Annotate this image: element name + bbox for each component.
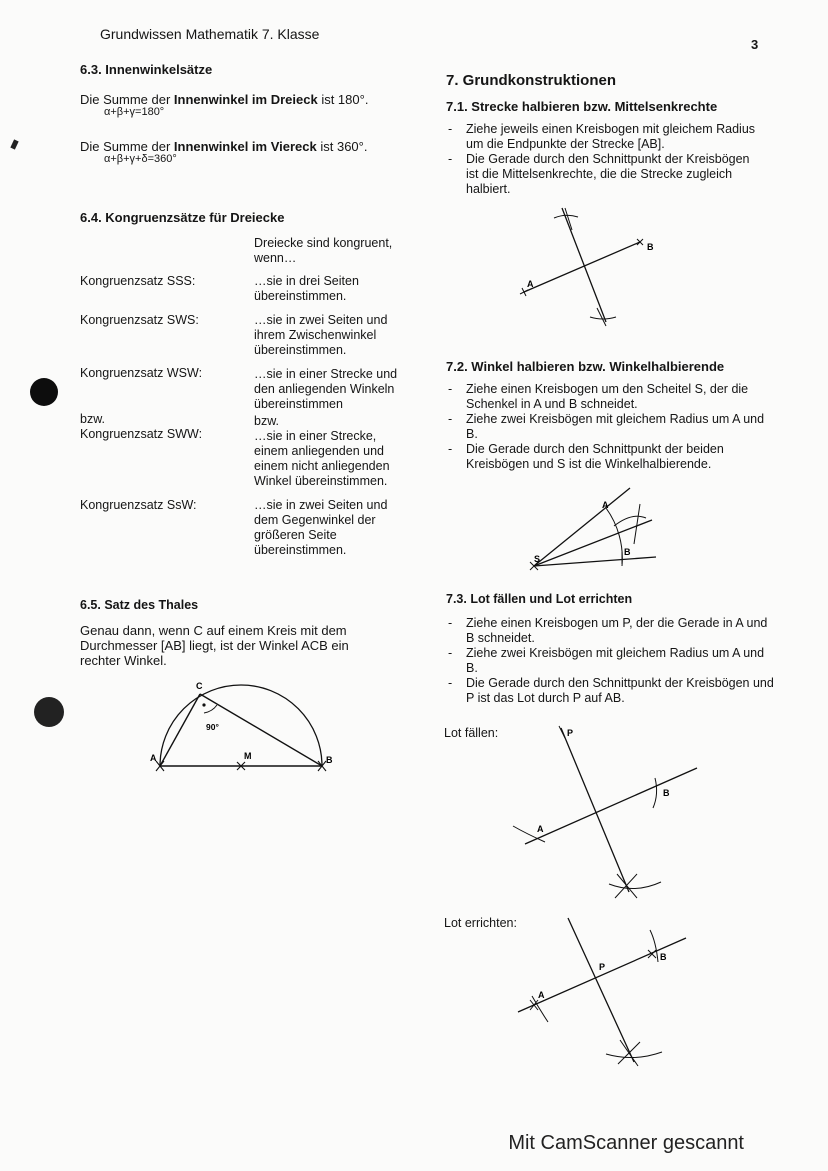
congruence-label-sws: Kongruenzsatz SWS: <box>80 313 199 327</box>
section-heading-6-3: 6.3. Innenwinkelsätze <box>80 62 213 77</box>
bullet-item: - Ziehe einen Kreisbogen um P, der die Gerade in A und B schneidet. <box>446 616 776 646</box>
label-s: S <box>534 554 541 564</box>
label-p: P <box>567 728 574 738</box>
lot-faellen-diagram <box>505 722 705 900</box>
congruence-label-wsw: Kongruenzsatz WSW: <box>80 366 203 380</box>
label-c: C <box>196 681 203 691</box>
punch-hole-bottom <box>34 697 64 727</box>
text-bold: Innenwinkel im Viereck <box>173 139 317 154</box>
camscanner-stamp: Mit CamScanner gescannt <box>508 1132 744 1154</box>
point-b-cross <box>637 239 643 245</box>
thales-semicircle <box>160 685 322 766</box>
congruence-text-ssw: …sie in zwei Seiten und dem Gegenwinkel der größeren Seite übereinstimmen. <box>254 498 388 557</box>
page-number: 3 <box>751 37 759 52</box>
bullets-7-3 <box>446 616 776 706</box>
label-90-degrees: 90° <box>206 722 219 732</box>
label-b: B <box>624 547 631 557</box>
right-angle-arc <box>204 705 217 713</box>
angle-bisector-diagram <box>522 482 672 577</box>
bullet-item: - Ziehe zwei Kreisbögen mit gleichem Radius um A und B. <box>446 412 776 442</box>
triangle-angle-sum-text <box>80 92 368 107</box>
bullets-7-1 <box>446 122 758 197</box>
quad-formula: α+β+γ+δ=360° <box>104 153 177 165</box>
margin-mark <box>10 139 18 149</box>
leg-upper <box>534 488 630 566</box>
label-a: A <box>150 753 157 763</box>
bisector-line <box>562 208 606 322</box>
congruence-label-sss: Kongruenzsatz SSS: <box>80 274 196 288</box>
arc-bottom <box>606 1052 662 1058</box>
punch-hole-top <box>30 378 58 406</box>
text-part: Die Summe der <box>80 139 174 154</box>
bullets-7-2 <box>446 382 776 472</box>
text-part: ist 180°. <box>317 92 369 107</box>
section-heading-6-5: 6.5. Satz des Thales <box>80 598 199 612</box>
label-b: B <box>663 788 670 798</box>
congruence-text-sws: …sie in zwei Seiten und ihrem Zwischenwinkel übereinstimmen. <box>254 313 388 357</box>
bullet-item: - Die Gerade durch den Schnittpunkt der Kreisbögen ist die Mittelsenkrechte, die die Strecke zugleich halbiert. <box>446 152 758 197</box>
label-b: B <box>660 952 667 962</box>
line-g <box>525 768 697 844</box>
point-a-cross <box>520 288 528 296</box>
thales-text: Genau dann, wenn C auf einem Kreis mit dem Durchmesser [AB] liegt, ist der Winkel ACB ein rechter Winkel. <box>80 623 349 668</box>
label-lot-faellen: Lot fällen: <box>444 726 499 740</box>
arc-bottom <box>609 882 661 889</box>
bullet-item: - Ziehe einen Kreisbogen um den Scheitel S, der die Schenkel in A und B schneidet. <box>446 382 776 412</box>
bullet-item: - Ziehe zwei Kreisbögen mit gleichem Radius um A und B. <box>446 646 776 676</box>
page-header-title: Grundwissen Mathematik 7. Klasse <box>100 26 320 42</box>
congruence-text-bzw: bzw. <box>254 414 280 428</box>
label-a: A <box>538 990 545 1000</box>
intersection-cross <box>615 874 637 898</box>
thales-diagram <box>140 675 350 787</box>
congruence-text-sss: …sie in drei Seiten übereinstimmen. <box>254 274 359 303</box>
intersection-cross <box>618 1040 640 1066</box>
congruence-label-sww: Kongruenzsatz SWW: <box>80 427 203 441</box>
quad-angle-sum-text <box>80 139 367 154</box>
bullet-item: - Die Gerade durch den Schnittpunkt der Kreisbögen und P ist das Lot durch P auf AB. <box>446 676 776 706</box>
text-bold: Innenwinkel im Dreieck <box>173 92 318 107</box>
point-p-tick <box>559 726 565 738</box>
segment-ab <box>524 242 640 292</box>
label-m: M <box>244 751 252 761</box>
label-b: B <box>647 242 654 252</box>
arc-bottom <box>590 308 616 326</box>
label-b: B <box>326 755 333 765</box>
text-part: Die Summe der <box>80 92 174 107</box>
congruence-intro: Dreiecke sind kongruent, wenn… <box>254 236 393 265</box>
text-part: ist 360°. <box>316 139 368 154</box>
label-a: A <box>602 500 609 510</box>
section-heading-7-3: 7.3. Lot fällen und Lot errichten <box>446 592 633 606</box>
arc-b <box>653 778 657 808</box>
congruence-text-sww: …sie in einer Strecke, einem anliegenden und einem nicht anliegenden Winkel übereinstimmen. <box>254 429 390 488</box>
right-angle-dot <box>202 703 205 706</box>
section-heading-7: 7. Grundkonstruktionen <box>446 72 617 89</box>
perpendicular-line <box>568 918 634 1062</box>
perpendicular-line <box>561 728 629 892</box>
label-a: A <box>537 824 544 834</box>
congruence-label-bzw: bzw. <box>80 412 106 426</box>
label-a: A <box>527 279 534 289</box>
congruence-text-wsw: …sie in einer Strecke und den anliegenden Winkeln übereinstimmen <box>254 367 398 411</box>
section-heading-7-2: 7.2. Winkel halbieren bzw. Winkelhalbierende <box>446 359 725 374</box>
perpendicular-bisector-diagram <box>510 200 670 332</box>
line-g <box>518 938 686 1012</box>
arc-b <box>650 930 658 962</box>
section-heading-7-1: 7.1. Strecke halbieren bzw. Mittelsenkrechte <box>446 99 718 114</box>
lot-errichten-diagram <box>510 912 700 1072</box>
congruence-label-ssw: Kongruenzsatz SsW: <box>80 498 197 512</box>
triangle-formula: α+β+γ=180° <box>104 106 165 118</box>
bullet-item: - Ziehe jeweils einen Kreisbogen mit gleichem Radius um die Endpunkte der Strecke [AB]. <box>446 122 758 152</box>
side-ac <box>160 694 200 766</box>
label-p: P <box>599 962 606 972</box>
section-heading-6-4: 6.4. Kongruenzsätze für Dreiecke <box>80 210 285 225</box>
label-lot-errichten: Lot errichten: <box>444 916 517 930</box>
bullet-item: - Die Gerade durch den Schnittpunkt der beiden Kreisbögen und S ist die Winkelhalbierende. <box>446 442 776 472</box>
